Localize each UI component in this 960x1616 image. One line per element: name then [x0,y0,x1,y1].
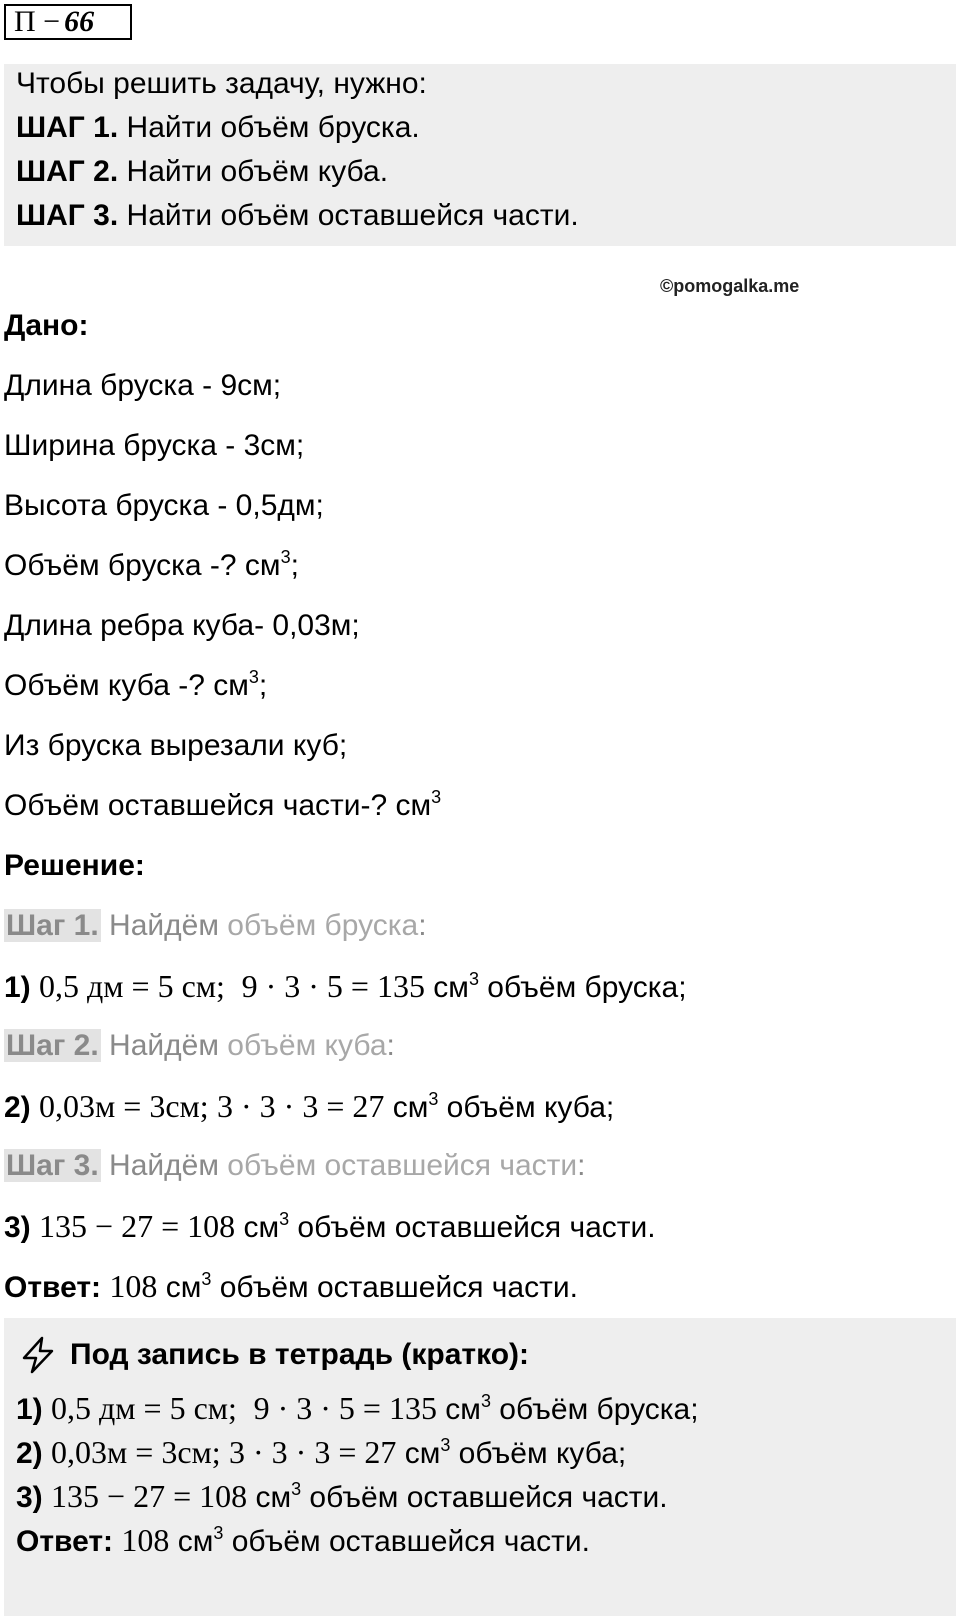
given-line: Объём оставшейся части-? $см^3$ [4,787,442,822]
plan-step-2: ШАГ 2. Найти объём куба. [16,155,389,188]
lightning-icon [18,1335,58,1375]
watermark: ©pomogalka.me [660,276,800,296]
summary-title: Под запись в тетрадь (кратко): [18,1332,529,1378]
given-line: Длина бруска - 9см; [4,369,282,402]
solution-title: Решение: [4,849,145,882]
solution-step-3-header: Шаг 3. Найдём объём оставшейся части: [6,1149,586,1182]
plan-step-1: ШАГ 1. Найти объём бруска. [16,111,420,144]
given-line: Ширина бруска - 3см; [4,429,305,462]
answer-line: Ответ: 108 $см^3$ объём оставшейся части. [4,1268,578,1304]
summary-line-3: 3) 135 − 27 = 108 $см^3$ объём оставшейся части. [16,1478,668,1514]
summary-answer: Ответ: 108 $см^3$ объём оставшейся части. [16,1522,590,1558]
solution-line-1: 1) 0,5 дм = 5 см; 9 · 3 · 5 = 135 $см^3$ объём бруска; [4,968,687,1004]
solution-step-2-header: Шаг 2. Найдём объём куба: [6,1029,395,1062]
solution-line-2: 2) 0,03м = 3см; 3 · 3 · 3 = 27 $см^3$ объём куба; [4,1088,615,1124]
given-title: Дано: [4,309,89,342]
given-line: Высота бруска - 0,5дм; [4,489,324,522]
plan-intro: Чтобы решить задачу, нужно: [16,67,427,100]
summary-line-2: 2) 0,03м = 3см; 3 · 3 · 3 = 27 $см^3$ объём куба; [16,1434,627,1470]
task-number: 66 [64,5,95,38]
summary-line-1: 1) 0,5 дм = 5 см; 9 · 3 · 5 = 135 $см^3$ объём бруска; [16,1390,699,1426]
task-label [4,4,132,40]
given-line: Объём куба -? $см^3$; [4,667,268,702]
given-line: Из бруска вырезали куб; [4,729,348,762]
plan-step-3: ШАГ 3. Найти объём оставшейся части. [16,199,579,232]
task-prefix: П − [14,5,61,38]
solution-step-1-header: Шаг 1. Найдём объём бруска: [6,909,427,942]
summary-box [4,1318,956,1616]
given-line: Длина ребра куба- 0,03м; [4,609,360,642]
given-line: Объём бруска -? $см^3$; [4,547,299,582]
solution-line-3: 3) 135 − 27 = 108 $см^3$ объём оставшейся части. [4,1208,656,1244]
plan-box [4,64,956,246]
